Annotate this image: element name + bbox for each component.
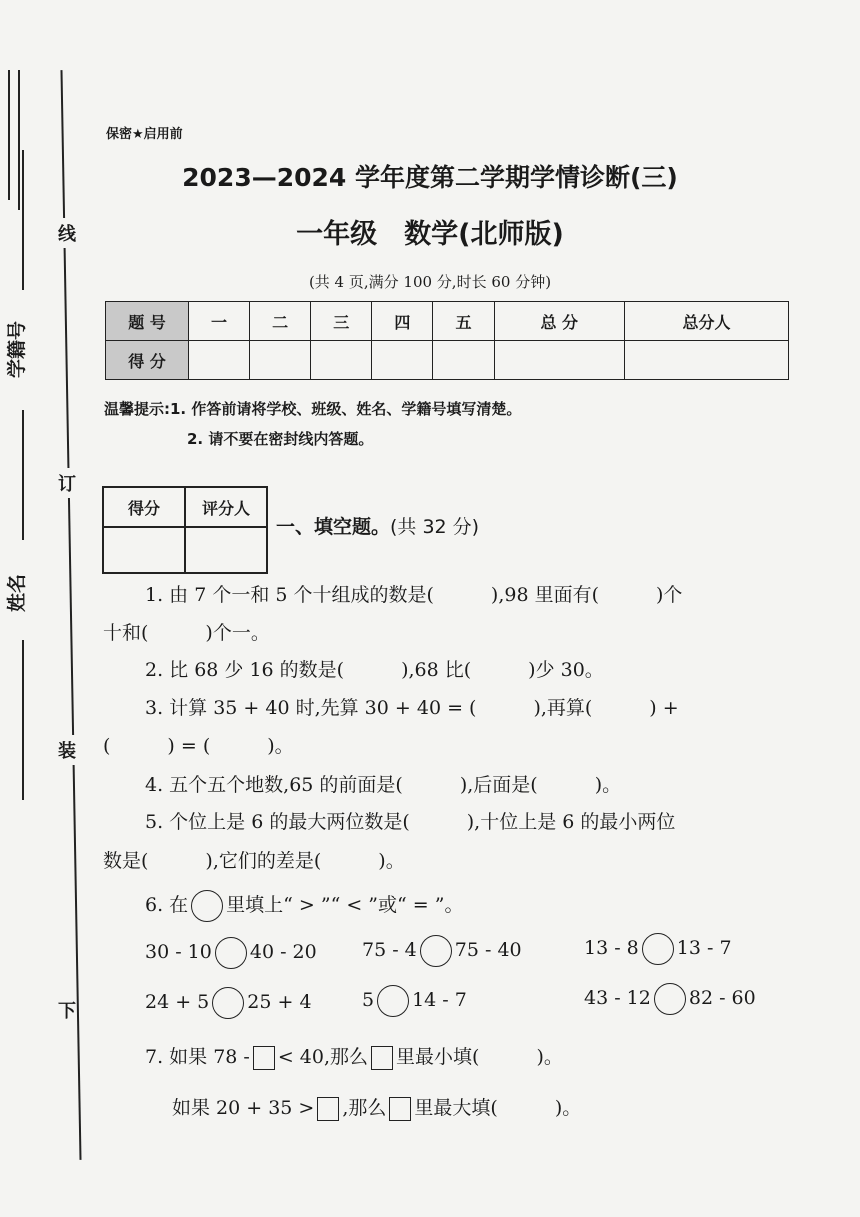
circle-icon: [191, 890, 223, 922]
compare-circle-blank[interactable]: [377, 985, 409, 1017]
compare-circle-blank[interactable]: [654, 983, 686, 1015]
exam-info: (共 4 页,满分 100 分,时长 60 分钟): [308, 273, 552, 291]
compare-right: 82 - 60: [688, 987, 756, 1009]
compare-right: 75 - 40: [454, 939, 522, 961]
question-5-line-2: 数是( ),它们的差是( )。: [103, 850, 405, 872]
compare-left: 13 - 8: [584, 937, 639, 959]
confidential-mark: 保密★启用前: [106, 127, 183, 142]
seal-word-zhuang: 装: [58, 735, 76, 765]
square-icon: [389, 1097, 411, 1121]
question-7a-prefix: 7. 如果 78 -: [145, 1046, 250, 1068]
tips-line-2: 2. 请不要在密封线内答题。: [187, 430, 374, 448]
grader-table: [102, 486, 268, 574]
question-7a-suffix: 里最小填( )。: [396, 1046, 563, 1068]
score-cell[interactable]: [311, 341, 372, 380]
compare-circle-blank[interactable]: [642, 933, 674, 965]
grader-name-label: 评分人: [185, 487, 267, 527]
question-7a-middle: < 40,那么: [277, 1046, 369, 1068]
score-header-cell: 五: [433, 302, 494, 341]
score-cell[interactable]: [250, 341, 311, 380]
seal-word-xian: 线: [58, 218, 76, 248]
compare-right: 25 + 4: [247, 991, 312, 1013]
tips-line-1: 温馨提示:1. 作答前请将学校、班级、姓名、学籍号填写清楚。: [104, 400, 522, 418]
score-table-score-row: [106, 341, 789, 380]
question-4: 4. 五个五个地数,65 的前面是( ),后面是( )。: [145, 774, 622, 796]
score-header-cell: 一: [189, 302, 250, 341]
question-3-line-2: ( ) = ( )。: [103, 735, 294, 757]
compare-item: [362, 985, 467, 1017]
question-7-line-2: [172, 1093, 581, 1121]
score-cell[interactable]: [624, 341, 788, 380]
compare-left: 43 - 12: [584, 987, 651, 1009]
section-title-text: 一、填空题。: [276, 516, 391, 538]
question-1-line-1: 1. 由 7 个一和 5 个十组成的数是( ),98 里面有( )个: [145, 584, 683, 606]
student-id-label: 学籍号: [6, 320, 28, 378]
score-header-cell: 题 号: [106, 302, 189, 341]
grader-score-cell[interactable]: [103, 527, 185, 573]
side-underline-3: [22, 640, 24, 800]
answer-box[interactable]: [317, 1097, 339, 1121]
section-points: (共 32 分): [390, 516, 480, 538]
score-header-cell: 四: [372, 302, 433, 341]
exam-subject: 一年级 数学(北师版): [296, 219, 564, 250]
compare-item: [362, 935, 522, 967]
compare-item: [145, 987, 312, 1019]
compare-left: 30 - 10: [145, 941, 212, 963]
score-cell[interactable]: [372, 341, 433, 380]
compare-item: [584, 983, 756, 1015]
question-3-line-1: 3. 计算 35 + 40 时,先算 30 + 40 = ( ),再算( ) +: [145, 697, 679, 719]
question-7b-middle: ,那么: [342, 1097, 387, 1119]
name-label: 姓名: [6, 573, 28, 612]
question-2: 2. 比 68 少 16 的数是( ),68 比( )少 30。: [145, 659, 604, 681]
score-cell[interactable]: [494, 341, 624, 380]
section-title: [276, 512, 479, 539]
question-7-line-1: [145, 1042, 563, 1070]
score-row-label: 得 分: [106, 341, 189, 380]
compare-right: 40 - 20: [249, 941, 317, 963]
answer-box[interactable]: [253, 1046, 275, 1070]
grader-score-label: 得分: [103, 487, 185, 527]
compare-item: [145, 937, 317, 969]
seal-word-ding: 订: [58, 468, 76, 498]
score-header-cell: 二: [250, 302, 311, 341]
question-1-line-2: 十和( )个一。: [103, 622, 270, 644]
score-header-cell: 总 分: [494, 302, 624, 341]
question-7b-suffix: 里最大填( )。: [414, 1097, 582, 1119]
question-6: [145, 890, 463, 922]
score-cell[interactable]: [433, 341, 494, 380]
compare-item: [584, 933, 732, 965]
compare-circle-blank[interactable]: [420, 935, 452, 967]
compare-right: 14 - 7: [412, 989, 467, 1011]
score-cell[interactable]: [189, 341, 250, 380]
score-table-header-row: [106, 302, 789, 341]
score-header-cell: 总分人: [624, 302, 788, 341]
question-5-line-1: 5. 个位上是 6 的最大两位数是( ),十位上是 6 的最小两位: [145, 811, 676, 833]
compare-right: 13 - 7: [676, 937, 732, 959]
name-underline: [22, 410, 24, 540]
compare-left: 5: [362, 989, 375, 1011]
compare-circle-blank[interactable]: [215, 937, 247, 969]
question-6-prefix: 6. 在: [145, 894, 189, 916]
score-header-cell: 三: [311, 302, 372, 341]
compare-circle-blank[interactable]: [212, 987, 244, 1019]
compare-left: 24 + 5: [145, 991, 210, 1013]
question-6-suffix: 里填上“ > ”“ < ”或“ = ”。: [226, 894, 464, 916]
question-7b-prefix: 如果 20 + 35 >: [172, 1097, 315, 1119]
exam-title: 2023—2024 学年度第二学期学情诊断(三): [182, 163, 678, 192]
seal-word-xia: 下: [58, 995, 76, 1025]
square-icon: [371, 1046, 393, 1070]
compare-left: 75 - 4: [362, 939, 417, 961]
score-table: [105, 301, 789, 380]
grader-name-cell[interactable]: [185, 527, 267, 573]
